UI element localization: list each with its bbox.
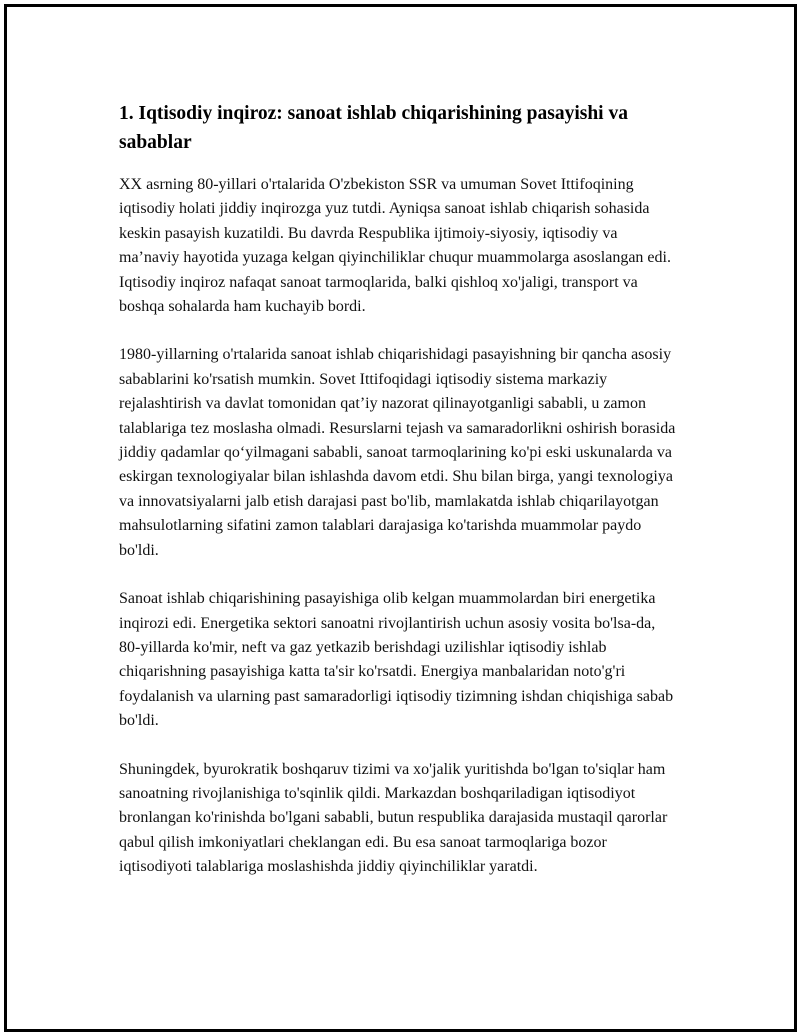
paragraph-3: Sanoat ishlab chiqarishining pasayishiga olib kelgan muammolardan biri energetika inqirozi edi. Energetika sektori sanoatni rivojlantirish uchun asosiy vosita bo'lsa-da, 80-yillarda ko'mir, neft va gaz yetkazib berishdagi uzilishlar iqtisodiy ishlab chiqarishning pasayishiga katta ta'sir ko'rsatdi. Energiya manbalaridan noto'g'ri foydalanish va ularning past samaradorligi iqtisodiy tizimning ishdan chiqishiga sabab bo'ldi. <box>119 590 674 730</box>
paragraph-1: XX asrning 80-yillari o'rtalarida O'zbekiston SSR va umuman Sovet Ittifoqining iqtisodiy holati jiddiy inqirozga yuz tutdi. Ayniqsa sanoat ishlab chiqarish sohasida keskin pasayish kuzatildi. Bu davrda Respublika ijtimoiy-siyosiy, iqtisodiy va ma’naviy hayotida yuzaga kelgan qiyinchiliklar chuqur muammolarga asoslangan edi. Iqtisodiy inqiroz nafaqat sanoat tarmoqlarida, balki qishloq xo'jaligi, transport va boshqa sohalarda ham kuchayib bordi. <box>119 176 671 316</box>
document-body <box>119 99 679 904</box>
section-heading: 1. Iqtisodiy inqiroz: sanoat ishlab chiqarishining pasayishi va sabablar <box>119 103 628 153</box>
page-border <box>4 4 797 1032</box>
paragraph-4: Shuningdek, byurokratik boshqaruv tizimi va xo'jalik yuritishda bo'lgan to'siqlar ham sanoatning rivojlanishiga to'sqinlik qildi. Markazdan boshqariladigan iqtisodiyot bronlangan ko'rinishda bo'lgani sababli, butun respublika darajasida mustaqil qarorlar qabul qilish imkoniyatlari cheklangan edi. Bu esa sanoat tarmoqlariga bozor iqtisodiyoti talablariga moslashishda jiddiy qiyinchiliklar yaratdi. <box>119 760 668 876</box>
paragraph-2: 1980-yillarning o'rtalarida sanoat ishlab chiqarishidagi pasayishning bir qancha asosiy sabablarini ko'rsatish mumkin. Sovet Ittifoqidagi iqtisodiy sistema markaziy rejalashtirish va davlat tomonidan qat’iy nazorat qilinayotganligi sababli, u zamon talablariga tez moslasha olmadi. Resurslarni tejash va samaradorlikni oshirish borasida jiddiy qadamlar qo‘yilmagani sababli, sanoat tarmoqlarining ko'pi eski uskunalarda va eskirgan texnologiyalar bilan ishlashda davom etdi. Shu bilan birga, yangi texnologiya va innovatsiyalarni jalb etish darajasi past bo'lib, mamlakatda ishlab chiqarilayotgan mahsulotlarning sifatini zamon talablari darajasiga ko'tarishda muammolar paydo bo'ldi. <box>119 346 676 559</box>
